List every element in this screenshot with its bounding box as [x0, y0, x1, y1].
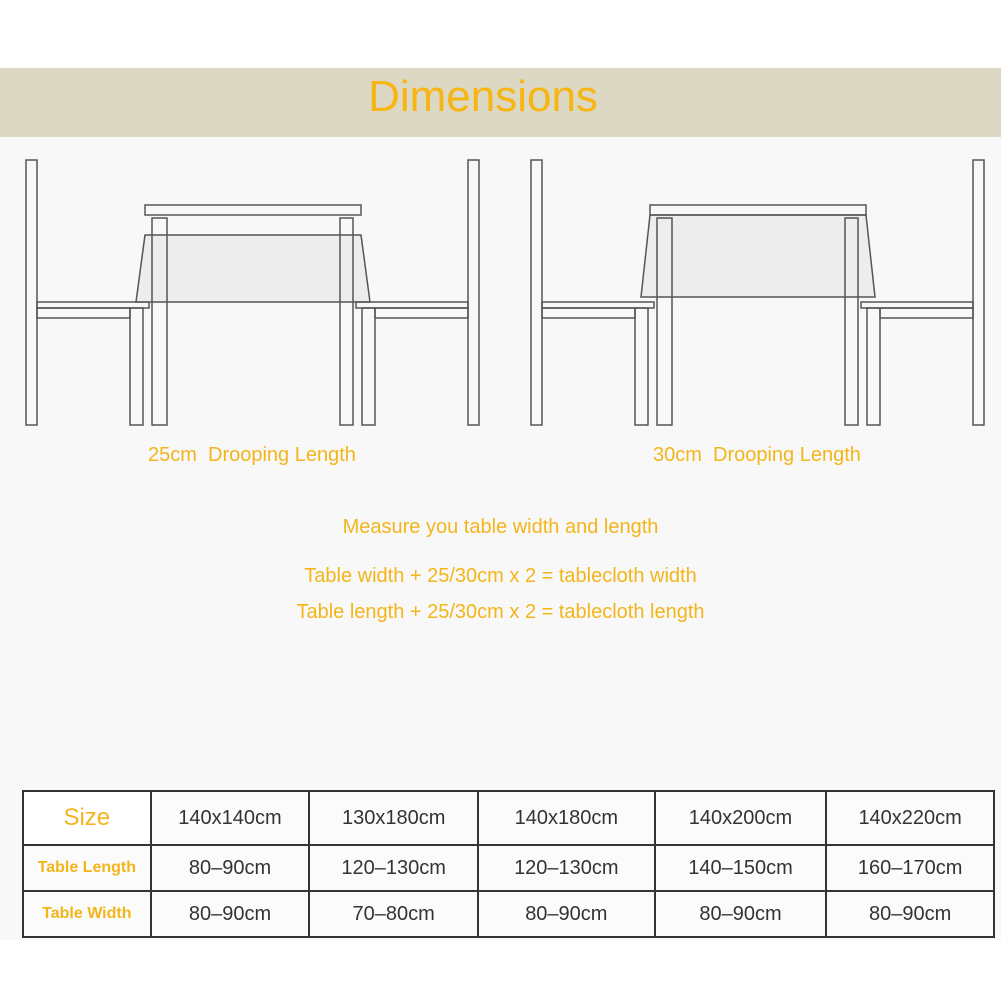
cell: 120–130cm	[478, 845, 655, 891]
table-row	[23, 891, 994, 937]
row-label: Size	[23, 791, 151, 845]
instruction-measure: Measure you table width and length	[342, 516, 659, 538]
row-label: Table Width	[23, 891, 151, 937]
instruction-length: Table length + 25/30cm x 2 = tablecloth length	[296, 601, 705, 623]
page-title: Dimensions	[368, 72, 598, 121]
size-table	[22, 790, 995, 938]
cell: 80–90cm	[151, 891, 310, 937]
table-row	[23, 791, 994, 845]
cell: 140x180cm	[478, 791, 655, 845]
cell: 130x180cm	[309, 791, 478, 845]
caption-30cm: 30cm Drooping Length	[653, 444, 861, 466]
scene-30cm	[531, 160, 984, 425]
table-row	[23, 845, 994, 891]
table-illustrations	[0, 140, 1001, 430]
caption-25cm: 25cm Drooping Length	[148, 444, 356, 466]
cell: 140x220cm	[826, 791, 994, 845]
cell: 140x200cm	[655, 791, 827, 845]
instruction-width: Table width + 25/30cm x 2 = tablecloth width	[304, 565, 697, 587]
cell: 80–90cm	[655, 891, 827, 937]
scene-25cm	[26, 160, 479, 425]
cell: 140x140cm	[151, 791, 310, 845]
cell: 80–90cm	[151, 845, 310, 891]
cell: 160–170cm	[826, 845, 994, 891]
row-label: Table Length	[23, 845, 151, 891]
cell: 140–150cm	[655, 845, 827, 891]
cell: 80–90cm	[478, 891, 655, 937]
cell: 120–130cm	[309, 845, 478, 891]
cell: 80–90cm	[826, 891, 994, 937]
cell: 70–80cm	[309, 891, 478, 937]
